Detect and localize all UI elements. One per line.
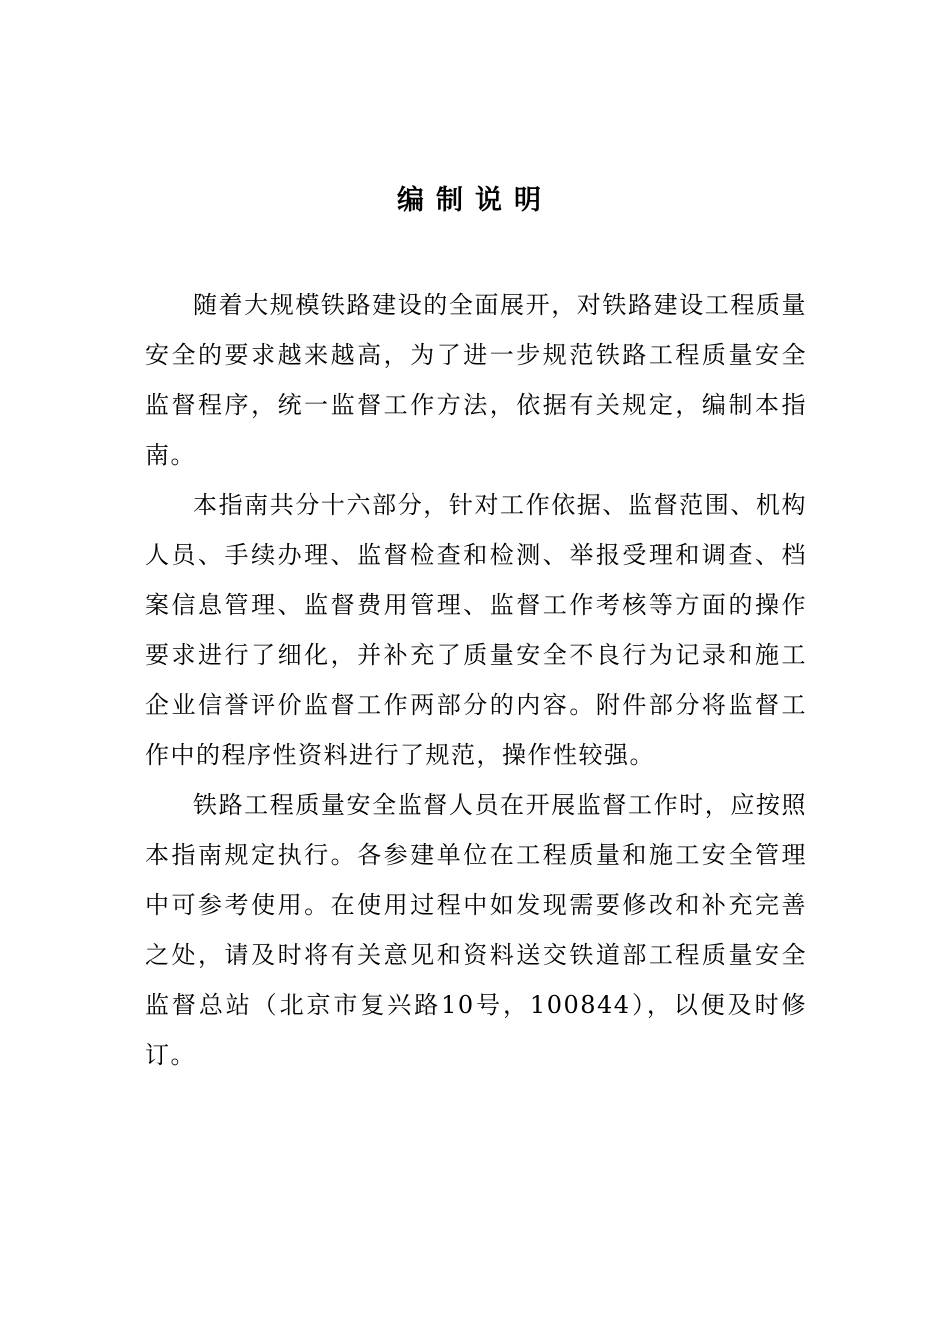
paragraph-structure: 本指南共分十六部分，针对工作依据、监督范围、机构人员、手续办理、监督检查和检测、举报受理和调查、档案信息管理、监督费用管理、监督工作考核等方面的操作要求进行了细化，并补充了质量安全不良行为记录和施工企业信誉评价监督工作两部分的内容。附件部分将监督工作中的程序性资料进行了规范，操作性较强。 bbox=[145, 491, 807, 769]
paragraph-intro: 随着大规模铁路建设的全面展开，对铁路建设工程质量安全的要求越来越高，为了进一步规范铁路工程质量安全监督程序，统一监督工作方法，依据有关规定，编制本指南。 bbox=[145, 291, 807, 469]
page-title: 编制说明 bbox=[397, 185, 553, 216]
document-body bbox=[145, 280, 807, 1080]
paragraph-usage: 铁路工程质量安全监督人员在开展监督工作时，应按照本指南规定执行。各参建单位在工程质量和施工安全管理中可参考使用。在使用过程中如发现需要修改和补充完善之处，请及时将有关意见和资料送交铁道部工程质量安全监督总站（北京市复兴路10号，100844），以便及时修订。 bbox=[145, 791, 807, 1069]
